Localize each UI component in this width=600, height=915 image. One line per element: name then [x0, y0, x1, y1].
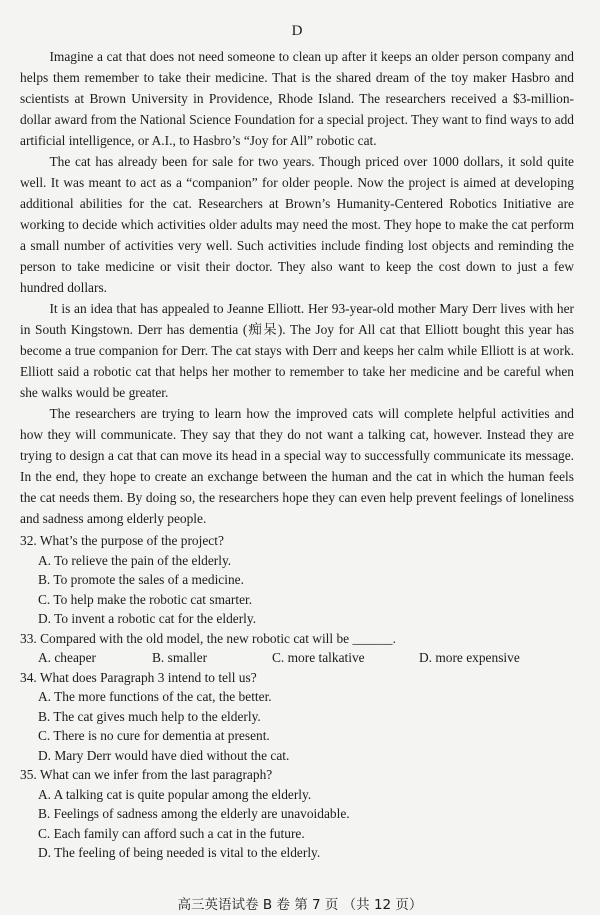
option-b: B. smaller — [152, 650, 208, 665]
passage-paragraph-2: The cat has already been for sale for two years. Though priced over 1000 dollars, it sold quite well. It was meant to act as a “companion” for older people. Now the project is aimed at developing additional abilities for the cat. Researchers at Brown’s Humanity-Centered Robotics Initiative are working to decide which activities older adults may need the most. They hope to make the cat perform a small number of activities very well. Such activities include finding lost objects and reminding the person to take medicine or visit their doctor. They also want to keep the cost down to just a few hundred dollars. — [20, 154, 574, 295]
question-34 — [20, 668, 574, 766]
option-list — [20, 785, 574, 863]
option-a: A. cheaper — [38, 650, 96, 665]
option-c: C. more talkative — [272, 650, 365, 665]
section-letter: D — [291, 23, 303, 39]
option-d: D. more expensive — [419, 650, 520, 665]
option-d: D. To invent a robotic cat for the elderly. — [38, 611, 257, 626]
option-d: D. Mary Derr would have died without the cat. — [38, 747, 290, 763]
option-b: B. Feelings of sadness among the elderly are unavoidable. — [38, 806, 350, 821]
option-b: B. To promote the sales of a medicine. — [38, 572, 244, 587]
option-b: B. The cat gives much help to the elderly. — [38, 708, 261, 724]
option-list — [20, 648, 574, 668]
question-35 — [20, 765, 574, 863]
option-d: D. The feeling of being needed is vital to the elderly. — [38, 845, 321, 860]
option-list — [20, 551, 574, 629]
option-c: C. To help make the robotic cat smarter. — [38, 591, 253, 607]
passage-paragraph-4: The researchers are trying to learn how the improved cats will complete helpful activities and how they will communicate. They say that they do not want a talking cat, however. Instead they are trying to design a cat that can move its head in a special way to successfully communicate its message. In the end, they hope to create an exchange between the human and the cat in which the human feels the cat needs them. By doing so, the researchers hope they can even help prevent feelings of loneliness and sadness among elderly people. — [20, 406, 574, 526]
page-footer: 高三英语试卷 B 卷 第 7 页 （共 12 页） — [177, 897, 423, 913]
option-a: A. A talking cat is quite popular among the elderly. — [38, 786, 312, 802]
question-stem: 34. What does Paragraph 3 intend to tell us? — [20, 669, 257, 685]
question-stem: 33. Compared with the old model, the new robotic cat will be ______. — [20, 630, 396, 646]
passage-paragraph-1: Imagine a cat that does not need someone to clean up after it keeps an older person company and helps them remember to take their medicine. That is the shared dream of the toy maker Hasbro and scientists at Brown University in Providence, Rhode Island. The researchers received a $3-million-dollar award from the National Science Foundation for a special project. They want to find ways to add artificial intelligence, or A.I., to Hasbro’s “Joy for All” robotic cat. — [20, 49, 574, 148]
question-list — [20, 531, 574, 863]
question-stem: 32. What’s the purpose of the project? — [20, 533, 224, 548]
reading-passage — [20, 46, 574, 529]
option-c: C. There is no cure for dementia at present. — [38, 728, 270, 743]
option-c: C. Each family can afford such a cat in the future. — [38, 825, 305, 841]
question-33 — [20, 629, 574, 668]
option-list — [20, 687, 574, 765]
question-stem: 35. What can we infer from the last paragraph? — [20, 767, 273, 782]
question-32 — [20, 531, 574, 629]
passage-paragraph-3: It is an idea that has appealed to Jeanne Elliott. Her 93-year-old mother Mary Derr lives with her in South Kingstown. Derr has dementia (痴呆). The Joy for All cat that Elliott bought this year has become a true companion for Derr. The cat stays with Derr and keeps her calm while Elliott is at work. Elliott said a robotic cat that helps her mother to remember to take her medicine and be careful when she walks would be greater. — [20, 301, 574, 400]
option-a: A. To relieve the pain of the elderly. — [38, 552, 232, 568]
option-a: A. The more functions of the cat, the better. — [38, 689, 272, 704]
